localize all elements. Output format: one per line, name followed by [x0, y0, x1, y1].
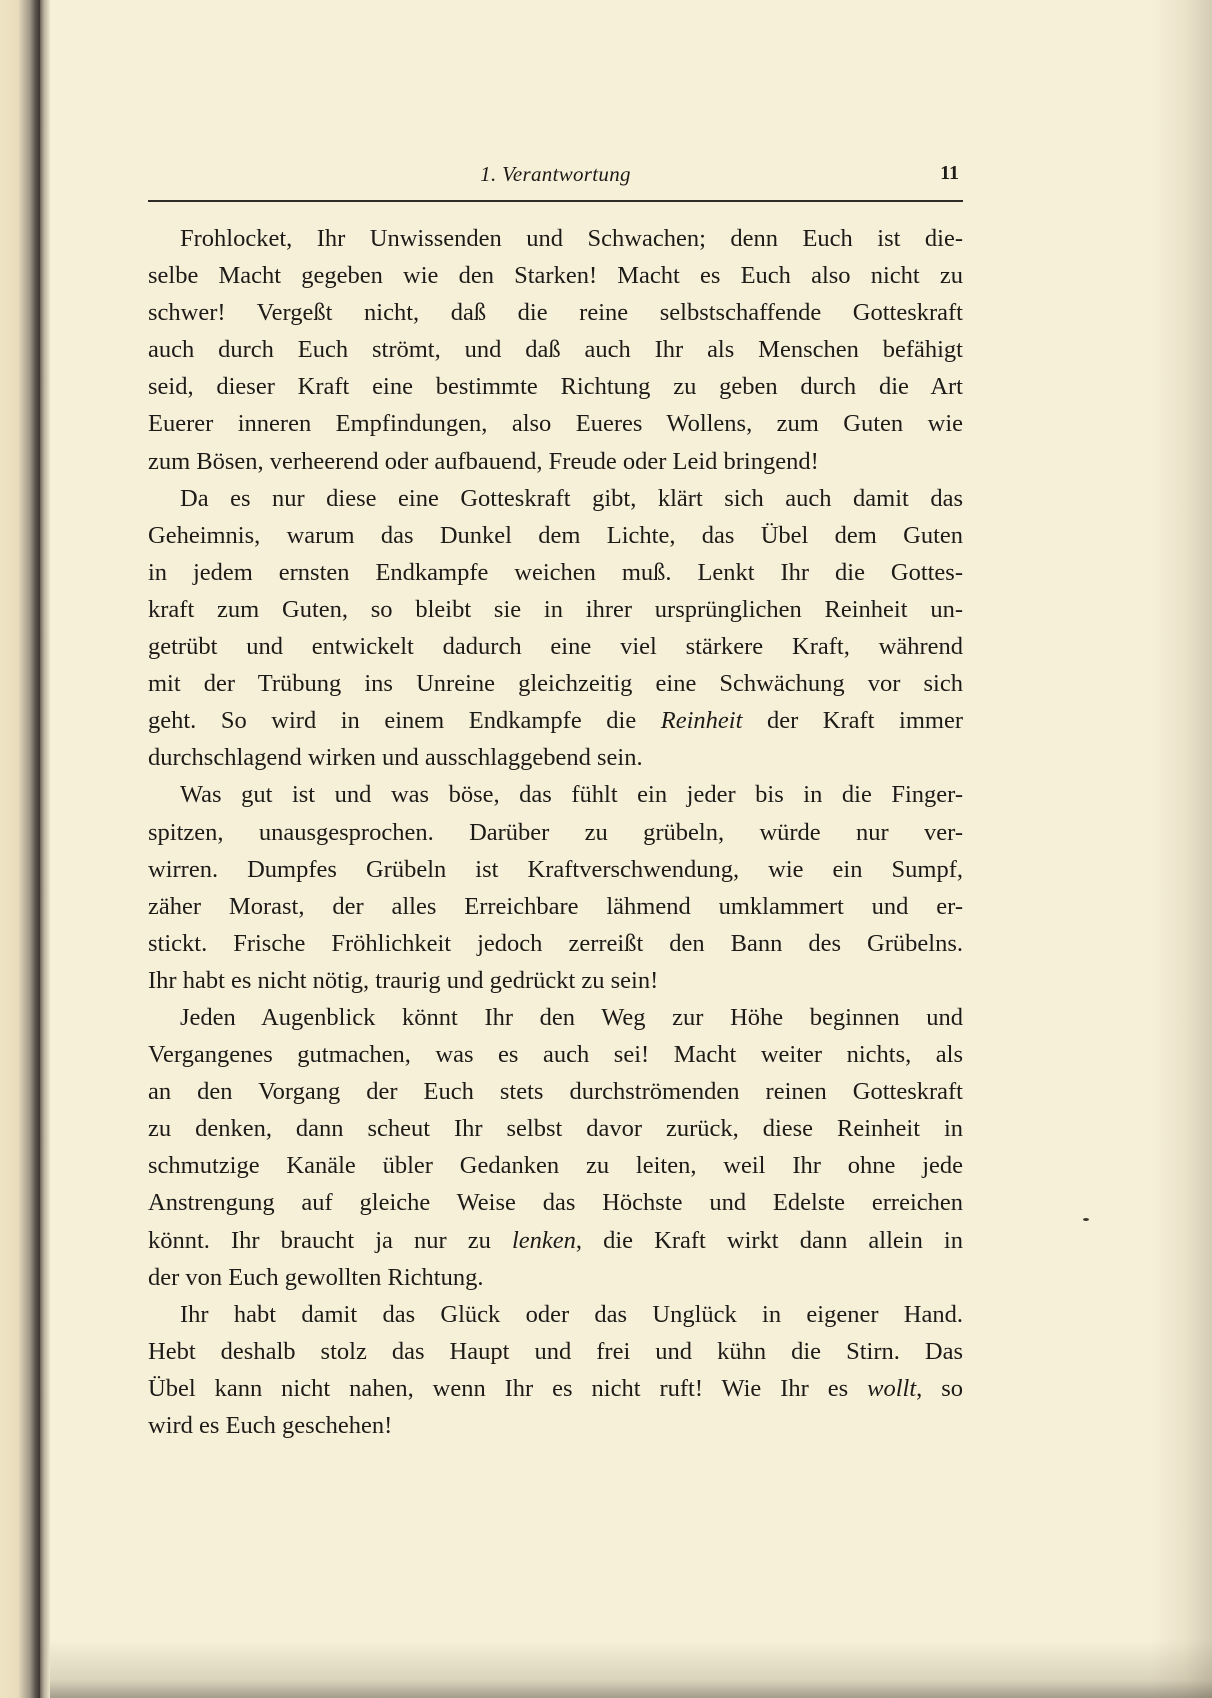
text-segment: Ihr habt damit das Glück oder das Unglück in eigener Hand. — [180, 1300, 963, 1328]
text-segment: wirren. Dumpfes Grübeln ist Kraftverschwendung, wie ein Sumpf, — [148, 855, 963, 883]
text-line — [148, 665, 963, 702]
text-segment: wird es Euch geschehen! — [148, 1412, 393, 1439]
text-line — [148, 814, 963, 851]
text-line — [148, 517, 963, 554]
text-segment: schmutzige Kanäle übler Gedanken zu leiten, weil Ihr ohne jede — [148, 1152, 963, 1180]
text-segment: , die Kraft wirkt dann allein in — [575, 1226, 963, 1254]
emphasized-word: wollt — [867, 1374, 917, 1402]
text-segment: Jeden Augenblick könnt Ihr den Weg zur Höhe beginnen und — [180, 1003, 963, 1031]
paragraph — [148, 220, 963, 480]
text-line — [148, 257, 963, 294]
paper-speck — [1083, 1218, 1089, 1221]
text-line — [148, 888, 963, 925]
text-line — [148, 220, 963, 257]
text-segment: durchschlagend wirken und ausschlaggebend sein. — [148, 744, 643, 772]
text-segment: mit der Trübung ins Unreine gleichzeitig eine Schwächung vor sich — [148, 670, 963, 698]
book-spine-shadow — [0, 0, 40, 1698]
text-line — [148, 925, 963, 962]
text-segment: Übel kann nicht nahen, wenn Ihr es nicht ruft! Wie Ihr es — [148, 1374, 868, 1402]
text-segment: seid, dieser Kraft eine bestimmte Richtung zu geben durch die Art — [148, 373, 963, 401]
text-segment: Euerer inneren Empfindungen, also Eueres Wollens, zum Guten wie — [148, 410, 963, 438]
text-segment: getrübt und entwickelt dadurch eine viel stärkere Kraft, während — [148, 633, 963, 661]
text-segment: Anstrengung auf gleiche Weise das Höchste und Edelste erreichen — [148, 1189, 963, 1217]
text-line — [148, 554, 963, 591]
text-segment: spitzen, unausgesprochen. Darüber zu grübeln, würde nur ver- — [148, 818, 963, 846]
paragraph — [148, 480, 963, 777]
text-segment: zu denken, dann scheut Ihr selbst davor zurück, diese Reinheit in — [148, 1115, 963, 1143]
text-line — [148, 628, 963, 665]
text-line — [148, 962, 963, 999]
text-segment: in jedem ernsten Endkampfe weichen muß. Lenkt Ihr die Gottes- — [148, 558, 963, 586]
text-segment: Vergangenes gutmachen, was es auch sei! Macht weiter nichts, als — [148, 1041, 963, 1069]
text-line — [148, 776, 963, 813]
text-segment: Ihr habt es nicht nötig, traurig und gedrückt zu sein! — [148, 966, 659, 994]
text-segment: Hebt deshalb stolz das Haupt und frei und kühn die Stirn. Das — [148, 1337, 963, 1365]
emphasized-word: Reinheit — [660, 707, 743, 735]
text-segment: an den Vorgang der Euch stets durchströmenden reinen Gotteskraft — [148, 1078, 963, 1106]
text-segment: Frohlocket, Ihr Unwissenden und Schwachen; denn Euch ist die- — [180, 225, 963, 252]
text-segment: zäher Morast, der alles Erreichbare lähmend umklammert und er- — [148, 892, 963, 920]
text-line — [148, 1333, 963, 1370]
text-line — [148, 1036, 963, 1073]
text-segment: zum Bösen, verheerend oder aufbauend, Freude oder Leid bringend! — [148, 447, 819, 475]
text-line — [148, 1222, 963, 1259]
paragraph — [148, 776, 963, 999]
text-line — [148, 368, 963, 405]
paragraph — [148, 1296, 963, 1444]
paragraph — [148, 999, 963, 1296]
text-line — [148, 1110, 963, 1147]
text-segment: geht. So wird in einem Endkampfe die — [148, 707, 661, 735]
text-line — [148, 591, 963, 628]
text-line — [148, 999, 963, 1036]
text-segment: Was gut ist und was böse, das fühlt ein jeder bis in die Finger- — [180, 781, 963, 809]
text-segment: stickt. Frische Fröhlichkeit jedoch zerreißt den Bann des Grübelns. — [148, 929, 963, 957]
text-line — [148, 1407, 963, 1444]
text-line — [148, 739, 963, 776]
text-segment: auch durch Euch strömt, und daß auch Ihr als Menschen befähigt — [148, 336, 963, 364]
text-line — [148, 702, 963, 739]
text-line — [148, 405, 963, 442]
text-line — [148, 1073, 963, 1110]
text-line — [148, 331, 963, 368]
text-segment: Da es nur diese eine Gotteskraft gibt, klärt sich auch damit das — [180, 484, 963, 512]
text-segment: Geheimnis, warum das Dunkel dem Lichte, das Übel dem Guten — [148, 521, 963, 549]
text-segment: könnt. Ihr braucht ja nur zu — [148, 1226, 512, 1254]
text-line — [148, 1296, 963, 1333]
body-text — [148, 220, 963, 1444]
text-segment: kraft zum Guten, so bleibt sie in ihrer ursprünglichen Reinheit un- — [148, 595, 963, 623]
text-line — [148, 1259, 963, 1296]
text-segment: der von Euch gewollten Richtung. — [148, 1263, 484, 1291]
text-line — [148, 851, 963, 888]
emphasized-word: lenken — [511, 1226, 576, 1254]
text-line — [148, 1184, 963, 1221]
text-segment: selbe Macht gegeben wie den Starken! Macht es Euch also nicht zu — [148, 262, 963, 290]
text-line — [148, 1147, 963, 1184]
page-gutter-edge — [40, 0, 50, 1698]
page-number: 11 — [940, 162, 959, 184]
chapter-title: 1. Verantwortung — [480, 162, 631, 186]
running-head — [148, 162, 963, 192]
text-segment: der Kraft immer — [742, 707, 963, 735]
text-line — [148, 480, 963, 517]
text-segment: schwer! Vergeßt nicht, daß die reine selbstschaffende Gotteskraft — [148, 299, 963, 327]
text-line — [148, 443, 963, 480]
header-rule — [148, 200, 963, 202]
text-line — [148, 294, 963, 331]
text-line — [148, 1370, 963, 1407]
text-segment: , so — [916, 1374, 963, 1402]
